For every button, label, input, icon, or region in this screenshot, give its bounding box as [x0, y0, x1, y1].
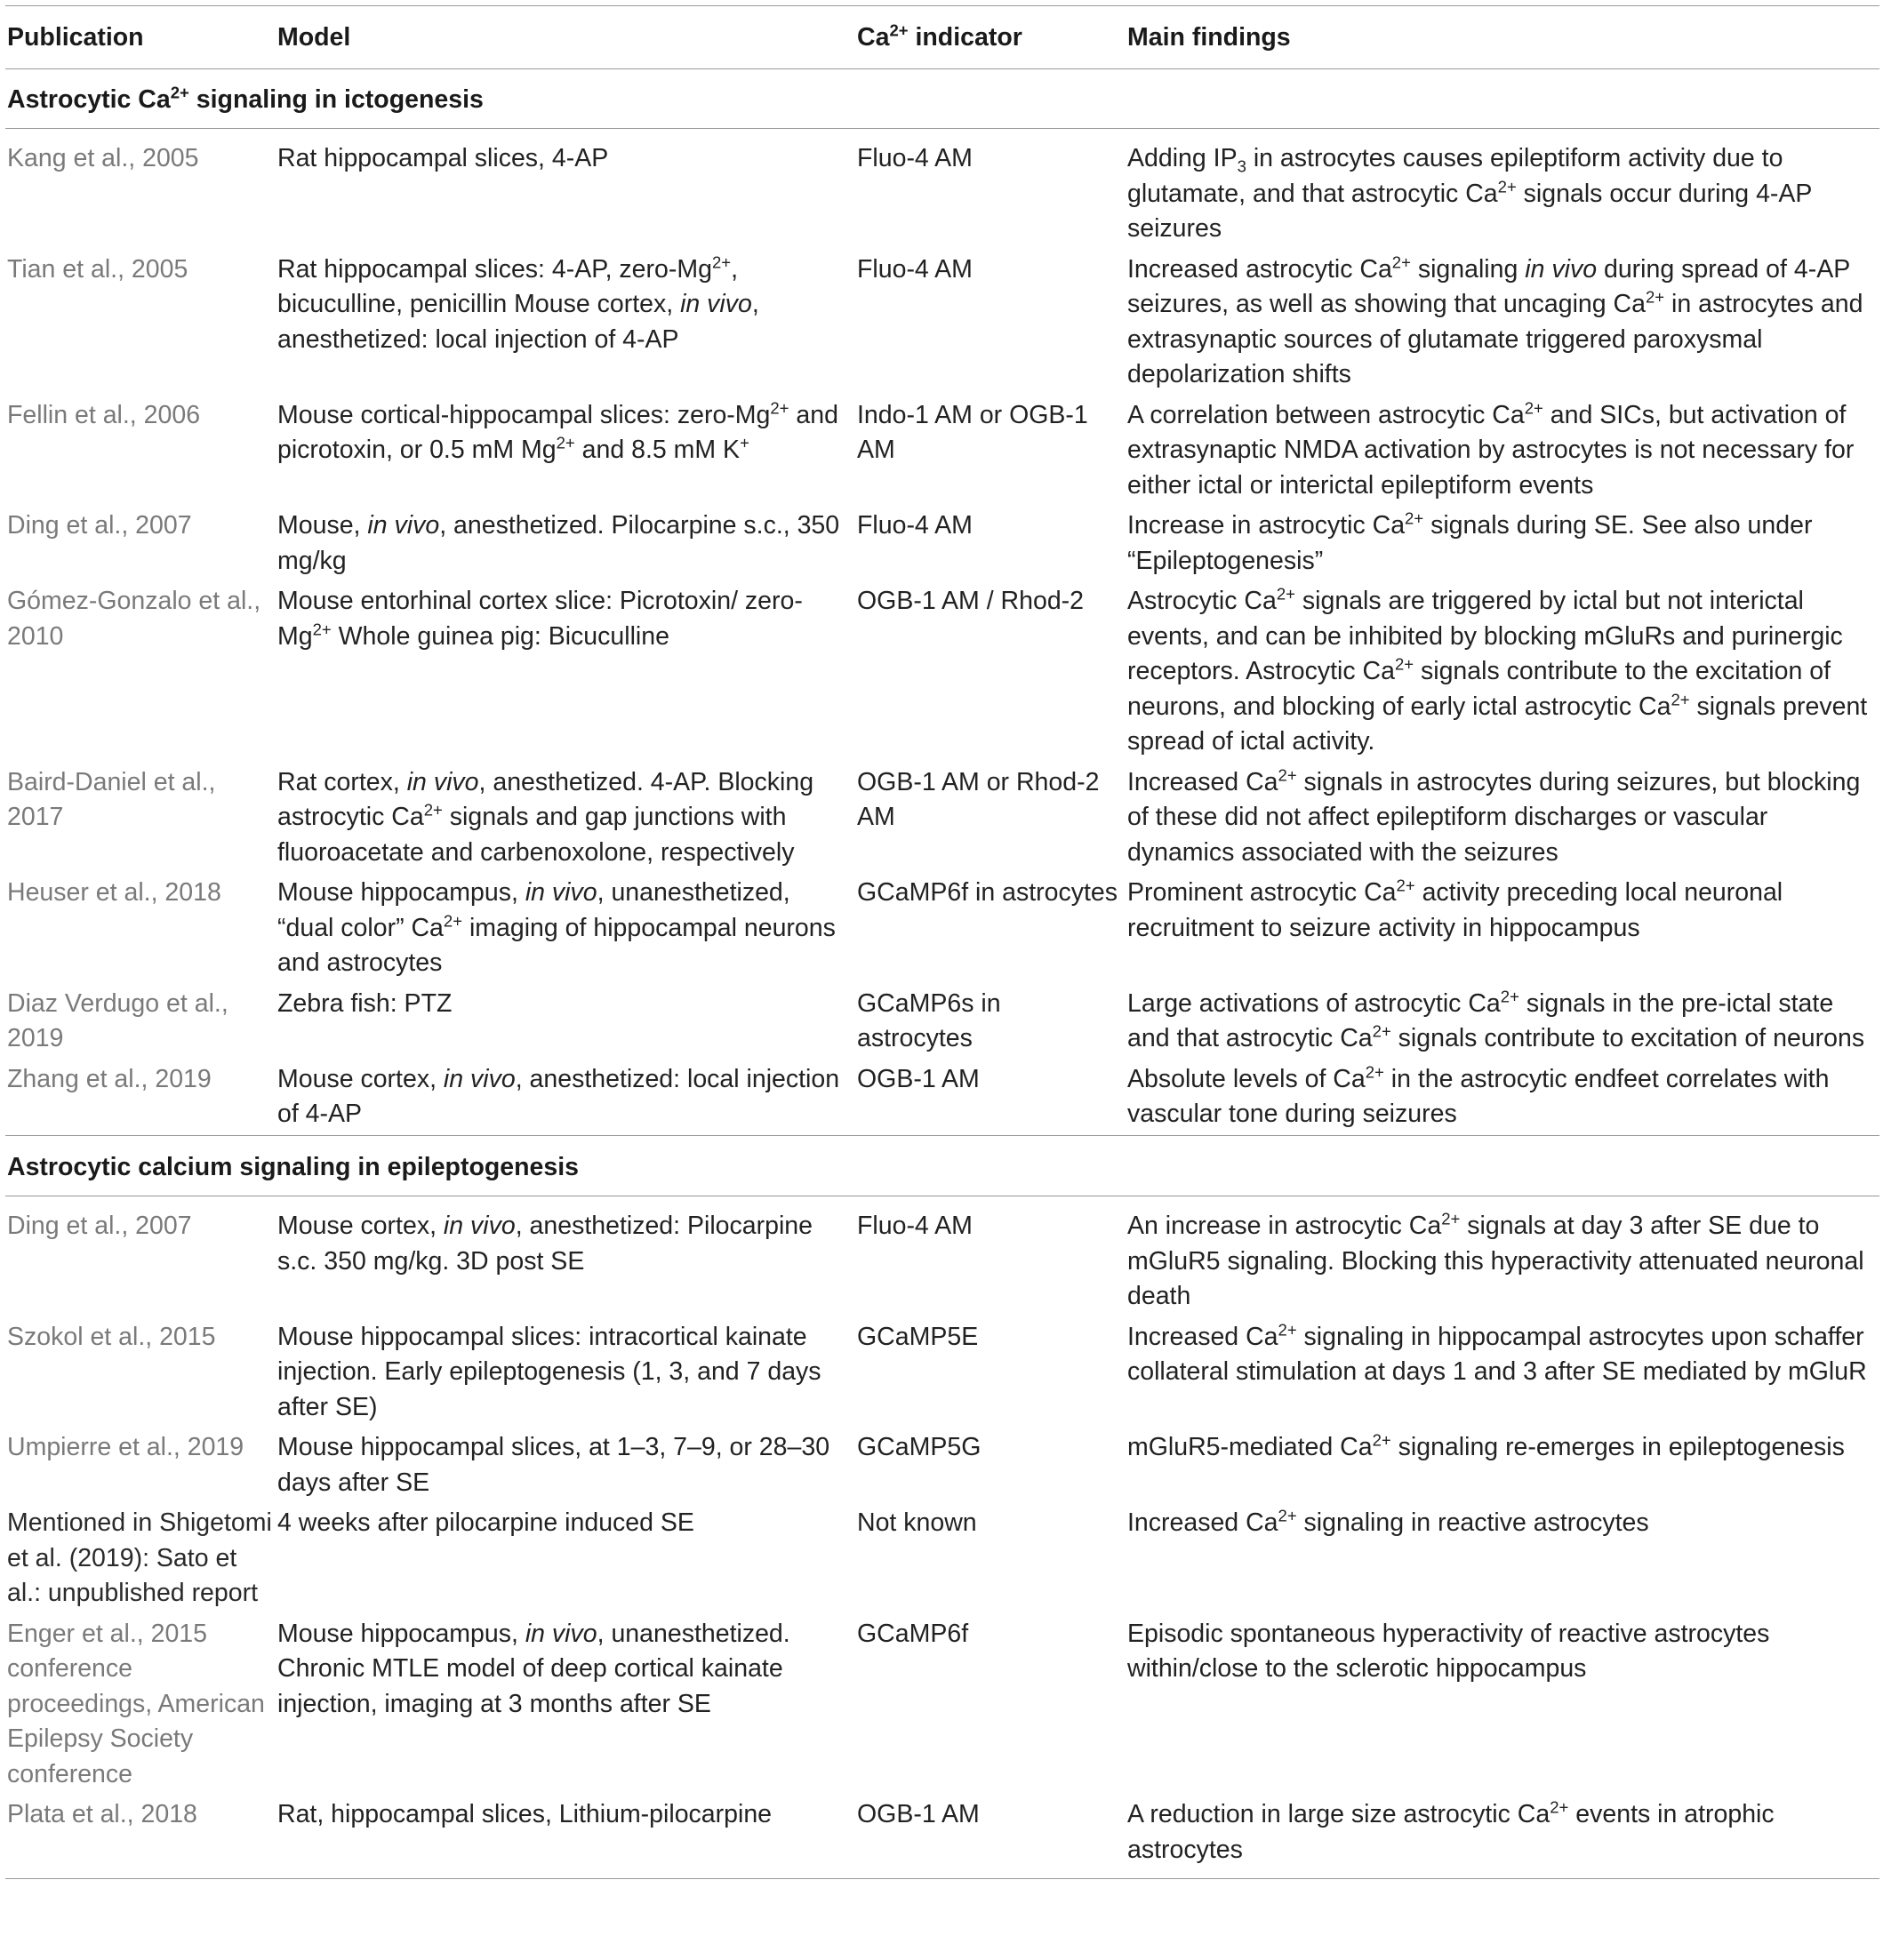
text-segment: signals during SE. See also under “Epileptogenesis” [1127, 511, 1813, 575]
cell-findings [1126, 1060, 1879, 1136]
text-segment: , unanesthetized, “dual color” Ca [277, 878, 790, 942]
cell-findings [1126, 984, 1879, 1060]
text-segment: Zebra fish: PTZ [277, 988, 453, 1018]
text-segment: 2+ [1394, 654, 1414, 674]
text-segment: mGluR5-mediated Ca [1127, 1433, 1373, 1461]
text-segment: signals prevent spread of ictal activity. [1127, 692, 1868, 756]
cell-indicator: OGB-1 AM [857, 1064, 980, 1093]
cell-indicator: Fluo-4 AM [857, 511, 973, 540]
cell-indicator: Indo-1 AM or OGB-1 AM [857, 400, 1088, 464]
text-segment: Large activations of astrocytic Ca [1127, 988, 1501, 1018]
text-segment: Adding IP [1127, 144, 1238, 172]
table-row [5, 1503, 1879, 1614]
cell-findings [1126, 1428, 1879, 1503]
table-row [5, 250, 1879, 396]
cell-publication: Ding et al., 2007 [7, 1212, 192, 1240]
text-segment: and SICs, but activation of extrasynaptic NMDA activation by astrocytes is not necessary for either ictal or interictal epileptiform events [1127, 400, 1855, 500]
cell-findings [1126, 129, 1879, 250]
cell-publication: Kang et al., 2005 [7, 144, 199, 172]
cell-model [276, 250, 855, 396]
table-row [5, 1428, 1879, 1503]
text-segment: in astrocytes causes epileptiform activity due to glutamate, and that astrocytic Ca [1127, 144, 1783, 208]
text-segment: in vivo [367, 511, 440, 540]
text-segment: 2+ [1372, 1021, 1391, 1041]
text-segment: Prominent astrocytic Ca [1127, 878, 1397, 907]
text-segment: 2+ [1276, 584, 1295, 604]
text-segment: Mouse hippocampal slices: intracortical kainate injection. Early epileptogenesis (1, 3, and 7 days after SE) [277, 1322, 821, 1421]
text-segment: Rat, hippocampal slices, Lithium-pilocarpine [277, 1800, 773, 1828]
text-segment: activity preceding local neuronal recruitment to seizure activity in hippocampus [1127, 878, 1783, 942]
cell-model [276, 1317, 855, 1428]
text-segment: Mouse, [277, 511, 368, 540]
text-segment: and 8.5 mM K [574, 436, 741, 464]
text-segment: in vivo [1525, 254, 1598, 284]
cell-indicator: GCaMP6f [857, 1619, 969, 1648]
text-segment: 2+ [1497, 177, 1517, 196]
text-segment: Increase in astrocytic Ca [1127, 511, 1406, 540]
cell-indicator: OGB-1 AM / Rhod-2 [857, 587, 1085, 615]
cell-publication: Enger et al., 2015 conference proceedings, American Epilepsy Society conference [7, 1619, 265, 1788]
table-row [5, 581, 1879, 763]
cell-publication: Diaz Verdugo et al., 2019 [7, 988, 228, 1052]
table-row [5, 506, 1879, 581]
cell-publication: Zhang et al., 2019 [7, 1064, 212, 1093]
text-segment: signaling in reactive astrocytes [1296, 1508, 1649, 1537]
text-segment: 2+ [1391, 252, 1411, 271]
text-segment: A correlation between astrocytic Ca [1127, 400, 1525, 429]
text-segment: Absolute levels of Ca [1127, 1064, 1366, 1093]
text-segment: in vivo [680, 290, 752, 318]
section-header-row [5, 68, 1879, 129]
cell-publication: Szokol et al., 2015 [7, 1322, 216, 1351]
text-segment: in the astrocytic endfeet correlates with vascular tone during seizures [1127, 1064, 1830, 1128]
data-table [5, 5, 1879, 1879]
cell-publication: Baird-Daniel et al., 2017 [7, 767, 216, 831]
text-segment: Rat cortex, [277, 767, 407, 796]
cell-publication: Fellin et al., 2006 [7, 400, 201, 429]
cell-findings [1126, 1317, 1879, 1428]
cell-indicator: GCaMP5G [857, 1433, 982, 1461]
cell-indicator: Fluo-4 AM [857, 144, 973, 172]
text-segment: 3 [1237, 156, 1246, 176]
cell-model [276, 129, 855, 250]
text-segment: signaling [1410, 254, 1526, 284]
text-segment: in vivo [525, 878, 597, 907]
text-segment: , bicuculline, penicillin Mouse cortex, [277, 254, 738, 318]
table-row [5, 1196, 1879, 1317]
text-segment: and picrotoxin, or 0.5 mM Mg [277, 400, 838, 464]
text-segment: signals at day 3 after SE due to mGluR5 signaling. Blocking this hyperactivity attenuated neuronal death [1127, 1212, 1864, 1310]
header-findings: Main findings [1126, 6, 1879, 69]
cell-findings [1126, 1795, 1879, 1879]
cell-indicator: GCaMP6f in astrocytes [857, 878, 1118, 907]
text-segment: during spread of 4-AP seizures, as well as showing that uncaging Ca [1127, 254, 1850, 318]
header-publication: Publication [5, 6, 276, 69]
text-segment: signals occur during 4-AP seizures [1127, 179, 1812, 243]
cell-model [276, 1060, 855, 1136]
text-segment: Astrocytic Ca [1127, 587, 1277, 615]
cell-indicator: OGB-1 AM [855, 1795, 1126, 1879]
cell-indicator: Fluo-4 AM [857, 254, 973, 284]
text-segment: 4 weeks after pilocarpine induced SE [277, 1508, 694, 1537]
text-segment: signaling re-emerges in epileptogenesis [1390, 1433, 1845, 1461]
text-segment: Mouse cortex, [277, 1212, 444, 1240]
section-header-row [5, 1135, 1879, 1196]
cell-model [276, 984, 855, 1060]
cell-model [276, 1503, 855, 1614]
cell-findings [1126, 763, 1879, 874]
cell-publication: Gómez-Gonzalo et al., 2010 [7, 587, 261, 651]
table-row [5, 763, 1879, 874]
text-segment: 2+ [1671, 690, 1690, 708]
cell-publication: Mentioned in Shigetomi et al. (2019): Sato et al.: unpublished report [7, 1508, 272, 1607]
text-segment: 2+ [423, 800, 443, 820]
cell-findings [1126, 1503, 1879, 1614]
cell-findings [1126, 396, 1879, 507]
table-row [5, 873, 1879, 984]
text-segment: Rat hippocampal slices: 4-AP, zero-Mg [277, 254, 712, 284]
text-segment: 2+ [556, 433, 575, 452]
text-segment: 2+ [312, 620, 332, 638]
cell-indicator: OGB-1 AM or Rhod-2 AM [857, 767, 1100, 831]
text-segment: , unanesthetized. Chronic MTLE model of deep cortical kainate injection, imaging at 3 months after SE [277, 1619, 790, 1718]
text-segment: Mouse hippocampus, [277, 1619, 525, 1648]
cell-publication: Tian et al., 2005 [7, 254, 188, 284]
text-segment: Whole guinea pig: Bicuculline [331, 621, 669, 651]
cell-model [276, 1795, 855, 1879]
cell-findings [1126, 506, 1879, 581]
text-segment: Mouse hippocampus, [277, 878, 525, 907]
text-segment: Increased Ca [1127, 767, 1278, 796]
text-segment: 2+ [443, 911, 463, 930]
text-segment: signals and gap junctions with fluoroacetate and carbenoxolone, respectively [277, 803, 795, 867]
text-segment: , anesthetized: Pilocarpine s.c. 350 mg/kg. 3D post SE [277, 1212, 813, 1276]
text-segment: 2+ [1372, 1430, 1391, 1450]
cell-findings [1126, 581, 1879, 763]
text-segment: 2+ [1365, 1062, 1384, 1081]
cell-model [276, 1196, 855, 1317]
header-indicator: $Ca^{2+}$ indicator [855, 6, 1126, 69]
text-segment: in astrocytes and extrasynaptic sources of glutamate triggered paroxysmal depolarization shifts [1127, 290, 1863, 388]
text-segment: signaling in ictogenesis [188, 84, 484, 114]
text-segment: signals are triggered by ictal but not interictal events, and can be inhibited by blocking mGluRs and purinergic receptors. Astrocytic Ca [1127, 587, 1843, 685]
table-row [5, 1060, 1879, 1136]
text-segment: 2+ [1278, 1320, 1297, 1339]
text-segment: Mouse cortex, [277, 1064, 444, 1093]
cell-findings [1126, 250, 1879, 396]
cell-findings [1126, 1196, 1879, 1317]
text-segment: , anesthetized. 4-AP. Blocking astrocytic Ca [277, 767, 814, 831]
cell-publication: Heuser et al., 2018 [7, 878, 221, 907]
text-segment: Astrocytic Ca [7, 84, 171, 114]
cell-indicator: GCaMP6s in astrocytes [857, 988, 1001, 1052]
text-segment: , anesthetized: local injection of 4-AP [277, 1064, 840, 1128]
cell-model [276, 581, 855, 763]
cell-model [276, 396, 855, 507]
text-segment: imaging of hippocampal neurons and astrocytes [277, 913, 836, 977]
text-segment: signaling in hippocampal astrocytes upon schaffer collateral stimulation at days 1 and 3 after SE mediated by mGluR [1127, 1322, 1867, 1386]
text-segment: signals contribute to excitation of neurons [1390, 1024, 1865, 1052]
text-segment: in vivo [443, 1212, 516, 1240]
text-segment: Increased astrocytic Ca [1127, 254, 1392, 284]
table-row [5, 1317, 1879, 1428]
table-row [5, 1614, 1879, 1796]
cell-model [276, 1428, 855, 1503]
text-segment: Rat hippocampal slices, 4-AP [277, 144, 609, 172]
text-segment: Mouse entorhinal cortex slice: Picrotoxin/ zero-Mg [277, 587, 803, 651]
table-body [5, 68, 1879, 1879]
text-segment: An increase in astrocytic Ca [1127, 1212, 1442, 1240]
cell-indicator: Fluo-4 AM [857, 1212, 973, 1240]
text-segment: Mouse hippocampal slices, at 1–3, 7–9, or 28–30 days after SE [277, 1433, 830, 1497]
text-segment: signals in astrocytes during seizures, but blocking of these did not affect epileptiform discharges or vascular dynamics associated with the seizures [1127, 767, 1861, 867]
text-segment: in vivo [525, 1619, 597, 1648]
text-segment: , anesthetized: local injection of 4-AP [277, 290, 759, 354]
cell-findings [1126, 1614, 1879, 1796]
section-title [5, 68, 1879, 129]
cell-model [276, 1614, 855, 1796]
text-segment: 2+ [1396, 876, 1415, 895]
text-segment: 2+ [1550, 1797, 1569, 1817]
cell-indicator: GCaMP5E [857, 1322, 979, 1351]
text-segment: 2+ [170, 83, 189, 101]
text-segment: 2+ [1645, 287, 1665, 307]
text-segment: , anesthetized. Pilocarpine s.c., 350 mg/kg [277, 511, 840, 575]
cell-findings [1126, 873, 1879, 984]
text-segment: 2+ [1278, 1506, 1297, 1525]
text-segment: in vivo [406, 767, 479, 796]
text-segment: 2+ [711, 252, 732, 271]
text-segment: in vivo [443, 1064, 516, 1093]
table-row [5, 1795, 1879, 1879]
text-segment: A reduction in large size astrocytic Ca [1127, 1800, 1550, 1828]
table-container [5, 5, 1879, 1879]
text-segment: 2+ [1405, 508, 1424, 528]
cell-publication: Ding et al., 2007 [7, 511, 192, 540]
text-segment: Increased Ca [1127, 1322, 1278, 1351]
header-row [5, 6, 1879, 69]
cell-model [276, 506, 855, 581]
table-row [5, 984, 1879, 1060]
table-row [5, 129, 1879, 250]
text-segment: 2+ [1441, 1209, 1461, 1228]
text-segment: + [740, 433, 749, 452]
cell-publication: Umpierre et al., 2019 [7, 1433, 244, 1461]
text-segment: 2+ [1278, 765, 1297, 784]
text-segment: Astrocytic calcium signaling in epileptogenesis [7, 1152, 580, 1181]
text-segment: Increased Ca [1127, 1508, 1278, 1537]
cell-model [276, 873, 855, 984]
cell-indicator: Not known [857, 1508, 977, 1537]
text-segment: 2+ [1524, 398, 1543, 417]
text-segment: events in atrophic astrocytes [1127, 1800, 1775, 1864]
table-row [5, 396, 1879, 507]
text-segment: Episodic spontaneous hyperactivity of reactive astrocytes within/close to the sclerotic hippocampus [1127, 1619, 1770, 1683]
header-model: Model [276, 6, 855, 69]
text-segment: signals in the pre-ictal state and that astrocytic Ca [1127, 988, 1834, 1052]
cell-model [276, 763, 855, 874]
section-title [5, 1135, 1879, 1196]
text-segment: signals contribute to the excitation of neurons, and blocking of early ictal astrocytic Ca [1127, 657, 1831, 721]
cell-publication: Plata et al., 2018 [5, 1795, 276, 1879]
text-segment: 2+ [770, 398, 789, 417]
text-segment: 2+ [1500, 987, 1519, 1005]
text-segment: Mouse cortical-hippocampal slices: zero-Mg [277, 400, 771, 429]
